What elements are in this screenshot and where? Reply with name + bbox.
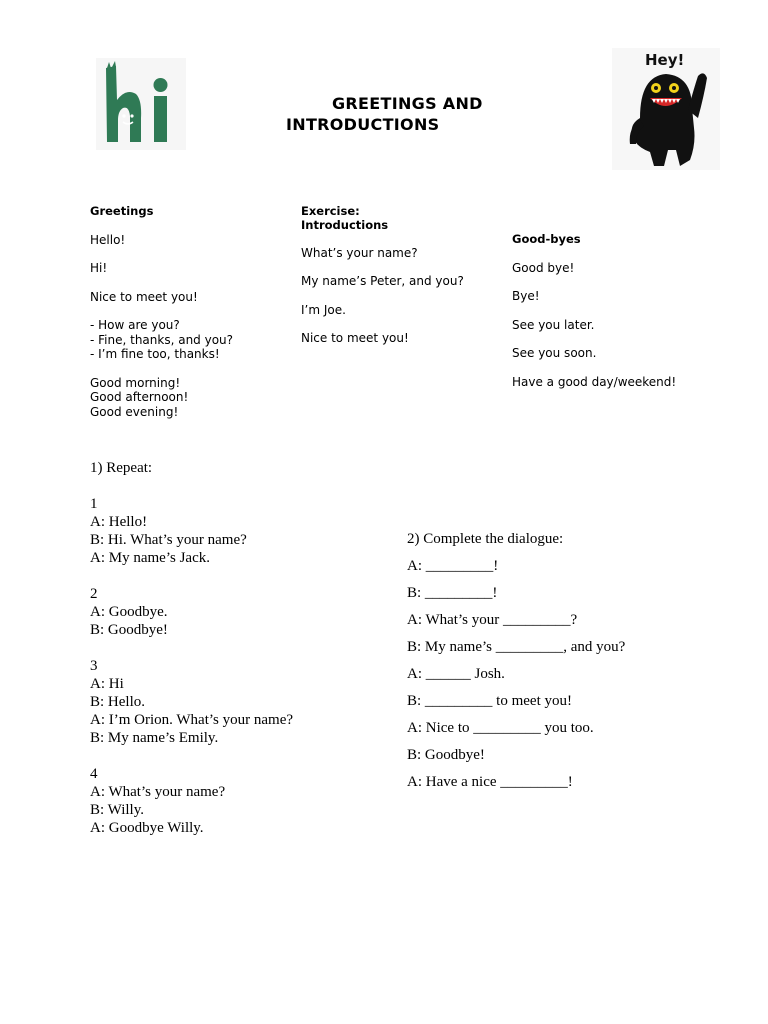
dialogue-line: A: Goodbye Willy. bbox=[90, 820, 204, 836]
introduction-item: Nice to meet you! bbox=[301, 331, 409, 345]
dialogue-number: 3 bbox=[90, 658, 98, 674]
dialogue-line: A: I’m Orion. What’s your name? bbox=[90, 712, 294, 728]
hi-logo-image bbox=[96, 58, 186, 150]
greeting-item: - Fine, thanks, and you? bbox=[90, 332, 234, 347]
hey-text: Hey! bbox=[645, 51, 685, 69]
complete-heading: 2) Complete the dialogue: bbox=[407, 531, 564, 547]
greeting-item: - How are you? bbox=[90, 318, 180, 332]
goodbyes-heading: Good-byes bbox=[512, 232, 581, 246]
goodbye-item: See you soon. bbox=[512, 346, 597, 360]
introductions-column bbox=[301, 204, 501, 346]
dialogue-line: B: My name’s Emily. bbox=[90, 730, 219, 746]
blank-line: A: Have a nice _________! bbox=[407, 774, 573, 790]
blank-line: A: What’s your _________? bbox=[407, 612, 578, 628]
goodbye-item: See you later. bbox=[512, 317, 595, 332]
dialogue-line: B: Goodbye! bbox=[90, 622, 168, 638]
dialogue-line: A: Hi bbox=[90, 676, 124, 692]
blank-line: A: _________! bbox=[407, 558, 499, 574]
introductions-heading-line-1: Exercise: bbox=[301, 204, 360, 218]
blank-line: B: _________! bbox=[407, 585, 498, 601]
dialogue-number: 4 bbox=[90, 766, 98, 782]
complete-exercise bbox=[407, 530, 727, 791]
blank-line: B: Goodbye! bbox=[407, 747, 485, 763]
greeting-item: Nice to meet you! bbox=[90, 289, 198, 304]
introduction-item: My name’s Peter, and you? bbox=[301, 274, 464, 288]
dialogue-line: B: Hello. bbox=[90, 694, 145, 710]
greetings-column bbox=[90, 204, 290, 419]
greetings-heading: Greetings bbox=[90, 204, 154, 218]
introduction-item: What’s your name? bbox=[301, 245, 418, 260]
dialogue-number: 2 bbox=[90, 586, 98, 602]
blank-line: B: _________ to meet you! bbox=[407, 693, 572, 709]
hey-monster-image bbox=[612, 48, 720, 170]
greeting-item: Hello! bbox=[90, 232, 126, 247]
goodbye-item: Bye! bbox=[512, 289, 540, 303]
greeting-item: - I’m fine too, thanks! bbox=[90, 347, 220, 361]
dialogue-line: B: Hi. What’s your name? bbox=[90, 532, 247, 548]
title-line-1: GREETINGS AND bbox=[332, 94, 483, 113]
introduction-item: I’m Joe. bbox=[301, 302, 346, 317]
dialogue-line: A: Goodbye. bbox=[90, 604, 168, 620]
greeting-item: Hi! bbox=[90, 261, 108, 275]
page-title bbox=[286, 93, 526, 135]
blank-line: A: Nice to _________ you too. bbox=[407, 720, 594, 736]
dialogue-line: A: What’s your name? bbox=[90, 784, 226, 800]
goodbye-item: Have a good day/weekend! bbox=[512, 374, 677, 389]
greeting-item: Good morning! bbox=[90, 375, 181, 390]
greeting-item: Good afternoon! bbox=[90, 390, 189, 404]
blank-line: A: ______ Josh. bbox=[407, 666, 505, 682]
introductions-heading-line-2: Introductions bbox=[301, 217, 389, 232]
blank-line: B: My name’s _________, and you? bbox=[407, 639, 626, 655]
dialogue-number: 1 bbox=[90, 496, 98, 512]
goodbyes-column bbox=[512, 232, 712, 389]
dialogue-line: A: My name’s Jack. bbox=[90, 550, 210, 566]
dialogue-line: B: Willy. bbox=[90, 802, 144, 818]
greeting-item: Good evening! bbox=[90, 404, 179, 419]
repeat-heading: 1) Repeat: bbox=[90, 460, 153, 476]
goodbye-item: Good bye! bbox=[512, 260, 575, 275]
title-line-2: INTRODUCTIONS bbox=[286, 115, 440, 134]
repeat-exercise bbox=[90, 459, 390, 837]
dialogue-line: A: Hello! bbox=[90, 514, 148, 530]
